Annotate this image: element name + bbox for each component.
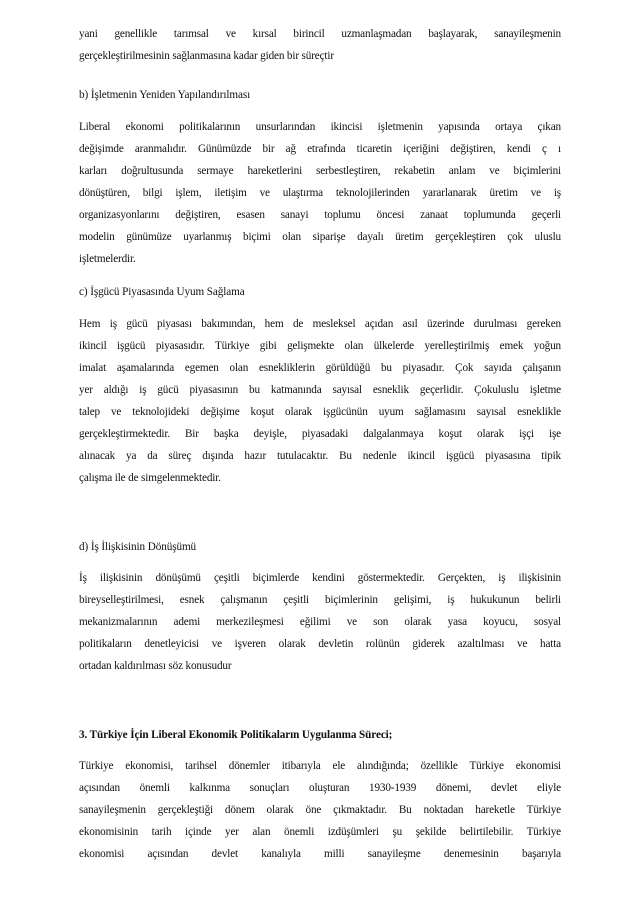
paragraph-line: yani genellikle tarımsal ve kırsal birincil uzmanlaşmadan başlayarak, sanayileşmenin bbox=[79, 28, 561, 40]
paragraph-line: ekonomisinin tarih içinde yer alan önemli izdüşümleri şu şekilde belirtilebilir. Türkiye bbox=[79, 826, 561, 838]
paragraph-line: ortadan kaldırılması söz konusudur bbox=[79, 660, 232, 672]
paragraph-line: mekanizmalarının ademi merkezileşmesi eğilimi ve son olarak yasa koyucu, sosyal bbox=[79, 616, 561, 628]
paragraph-line: dönüştüren, bilgi işlem, iletişim ve ulaştırma teknolojilerinden yararlanarak üretim ve iş bbox=[79, 187, 561, 199]
paragraph-line: politikaların denetleyicisi ve işveren olarak devletin rolünün giderek azaltılması ve hatta bbox=[79, 638, 561, 650]
paragraph-line: çalışma ile de simgelenmektedir. bbox=[79, 472, 221, 484]
paragraph-line: İş ilişkisinin dönüşümü çeşitli biçimlerde kendini göstermektedir. Gerçekten, iş ilişkisinin bbox=[79, 572, 561, 584]
paragraph-line: alınacak ya da süreç dışında hazır tutulacaktır. Bu nedenle ikincil işgücü piyasasına tipik bbox=[79, 450, 561, 462]
section-heading-d: d) İş İlişkisinin Dönüşümü bbox=[79, 541, 197, 553]
paragraph-line: modelin günümüze uyarlanmış biçimi olan siparişe dayalı üretim gerçekleştiren çok uluslu bbox=[79, 231, 561, 243]
section-heading-c: c) İşgücü Piyasasında Uyum Sağlama bbox=[79, 286, 245, 298]
paragraph-line: yer aldığı iş gücü piyasasının bu katmanında sayısal esneklik geçerlidir. Çokuluslu işletme bbox=[79, 384, 561, 396]
paragraph-line: açısından önemli kalkınma sonuçları oluşturan 1930-1939 dönemi, devlet eliyle bbox=[79, 782, 561, 794]
paragraph-line: Hem iş gücü piyasası bakımından, hem de mesleksel açıdan asıl üzerinde durulması gereken bbox=[79, 318, 561, 330]
paragraph-line: ekonomisi açısından devlet kanalıyla milli sanayileşme denemesinin başarıyla bbox=[79, 848, 561, 860]
paragraph-line: Liberal ekonomi politikalarının unsurlarından ikincisi işletmenin yapısında ortaya çıkan bbox=[79, 121, 561, 133]
paragraph-line: imalat aşamalarında egemen olan esnekliklerin görüldüğü bu piyasadır. Çok sayıda çalışanın bbox=[79, 362, 561, 374]
paragraph-line: ikincil işgücü piyasasıdır. Türkiye gibi gelişmekte olan ülkelerde yerelleştirilmiş emek yoğun bbox=[79, 340, 561, 352]
paragraph-line: gerçekleştirmektedir. Bir başka deyişle, piyasadaki dalgalanmaya koşut olarak işçi işe bbox=[79, 428, 561, 440]
paragraph-line: Türkiye ekonomisi, tarihsel dönemler itibarıyla ele alındığında; özellikle Türkiye ekonomisi bbox=[79, 760, 561, 772]
paragraph-line: karları doğrultusunda sermaye hareketlerini serbestleştiren, rekabetin anlam ve biçimlerini bbox=[79, 165, 561, 177]
paragraph-line: değişimde aranmalıdır. Günümüzde bir ağ etrafında ticaretin içeriğini değiştiren, kendi ç ı bbox=[79, 143, 561, 155]
section-heading-3: 3. Türkiye İçin Liberal Ekonomik Politikaların Uygulanma Süreci; bbox=[79, 729, 393, 741]
paragraph-line: gerçekleştirilmesinin sağlanmasına kadar giden bir süreçtir bbox=[79, 50, 334, 62]
paragraph-line: bireyselleştirilmesi, esnek çalışmanın çeşitli biçimlerinin gelişimi, iş hukukunun belirli bbox=[79, 594, 561, 606]
section-heading-b: b) İşletmenin Yeniden Yapılandırılması bbox=[79, 89, 251, 101]
paragraph-line: organizasyonlarını değiştiren, esasen sanayi toplumu öncesi zanaat toplumunda geçerli bbox=[79, 209, 561, 221]
paragraph-line: sanayileşmenin gerçekleştiği dönem olarak öne çıkmaktadır. Bu noktadan hareketle Türkiye bbox=[79, 804, 561, 816]
paragraph-line: işletmelerdir. bbox=[79, 253, 136, 265]
paragraph-line: talep ve teknolojideki değişime koşut olarak işgücünün uyum sağlamasını sayısal esneklikle bbox=[79, 406, 561, 418]
